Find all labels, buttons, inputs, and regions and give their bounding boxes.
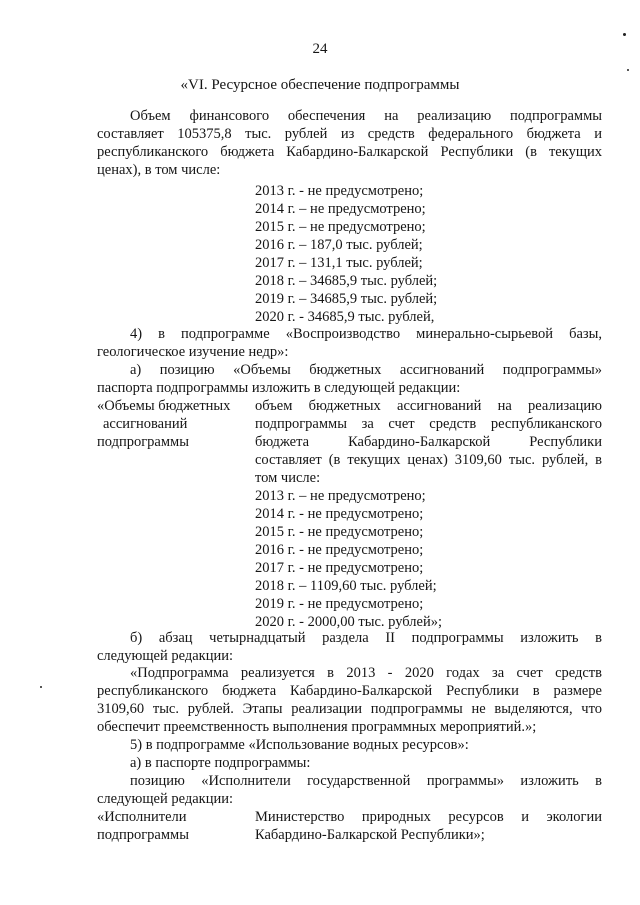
passport-value-line: объем бюджетных ассигнований на реализацию (255, 398, 602, 414)
year-item: 2017 г. – 131,1 тыс. рублей; (255, 255, 423, 271)
item-4-paragraph (97, 325, 602, 361)
year-item: 2015 г. - не предусмотрено; (255, 524, 424, 540)
quoted-paragraph (97, 664, 602, 736)
scan-speck (623, 33, 626, 36)
funding-paragraph (97, 107, 602, 179)
year-item: 2014 г. – не предусмотрено; (255, 201, 426, 217)
passport-value (255, 397, 602, 487)
scan-speck (40, 686, 42, 688)
passport-label: подпрограммы (97, 827, 189, 843)
paragraph-line: Объем финансового обеспечения на реализацию подпрограммы (130, 108, 602, 124)
passport-value-line: том числе: (255, 470, 321, 486)
year-item: 2015 г. – не предусмотрено; (255, 219, 426, 235)
passport-value-line: составляет (в текущих ценах) 3109,60 тыс. рублей, в (255, 452, 602, 468)
passport-label: «Исполнители (97, 809, 187, 825)
item-5-line: 5) в подпрограмме «Использование водных ресурсов»: (130, 737, 469, 753)
year-item: 2013 г. – не предусмотрено; (255, 488, 426, 504)
paragraph-line: составляет 105375,8 тыс. рублей из средств федерального бюджета и (97, 126, 602, 142)
year-item: 2013 г. - не предусмотрено; (255, 183, 424, 199)
funding-year-list (255, 182, 437, 326)
item-5-position-paragraph (97, 772, 602, 808)
passport-label: подпрограммы (97, 434, 189, 450)
passport-label: «Объемы бюджетных (97, 398, 231, 414)
paragraph-line: республиканского бюджета Кабардино-Балкарской Республики (в текущих (97, 144, 602, 160)
item-4b-paragraph (97, 629, 602, 665)
paragraph-line: ценах), в том числе: (97, 162, 221, 178)
year-item: 2019 г. - не предусмотрено; (255, 596, 424, 612)
paragraph-line: следующей редакции: (97, 791, 234, 807)
year-item: 2018 г. – 1109,60 тыс. рублей; (255, 578, 437, 594)
paragraph-line: позицию «Исполнители государственной программы» изложить в (130, 773, 602, 789)
paragraph-line: 4) в подпрограмме «Воспроизводство минерально-сырьевой базы, (130, 326, 602, 342)
paragraph-line: обеспечит преемственность выполнения программных мероприятий.»; (97, 719, 537, 735)
item-4a-paragraph (97, 361, 602, 397)
year-item: 2019 г. – 34685,9 тыс. рублей; (255, 291, 438, 307)
passport-value-line: Министерство природных ресурсов и экологии (255, 809, 602, 825)
year-item: 2018 г. – 34685,9 тыс. рублей; (255, 273, 438, 289)
scan-speck (627, 69, 629, 71)
year-item: 2016 г. – 187,0 тыс. рублей; (255, 237, 423, 253)
year-item: 2017 г. - не предусмотрено; (255, 560, 424, 576)
year-item: 2020 г. - 34685,9 тыс. рублей, (255, 309, 435, 325)
paragraph-line: следующей редакции: (97, 648, 234, 664)
passport-label: ассигнований (103, 416, 188, 432)
passport-value-line: бюджета Кабардино-Балкарской Республики (255, 434, 602, 450)
paragraph-line: а) позицию «Объемы бюджетных ассигнований подпрограммы» (130, 362, 602, 378)
passport-value-line: Кабардино-Балкарской Республики»; (255, 827, 485, 843)
section-heading: «VI. Ресурсное обеспечение подпрограммы (180, 77, 460, 93)
page-number: 24 (312, 41, 328, 57)
year-item: 2014 г. - не предусмотрено; (255, 506, 424, 522)
passport-year-list (255, 487, 442, 631)
year-item: 2016 г. - не предусмотрено; (255, 542, 424, 558)
paragraph-line: 3109,60 тыс. рублей. Этапы реализации подпрограммы не выделяются, что (97, 701, 602, 717)
paragraph-line: геологическое изучение недр»: (97, 344, 289, 360)
passport-value-line: подпрограммы за счет средств республиканского (255, 416, 602, 432)
paragraph-line: «Подпрограмма реализуется в 2013 - 2020 годах за счет средств (130, 665, 602, 681)
paragraph-line: б) абзац четырнадцатый раздела II подпрограммы изложить в (130, 630, 602, 646)
paragraph-line: республиканского бюджета Кабардино-Балкарской Республики в размере (97, 683, 602, 699)
paragraph-line: паспорта подпрограммы изложить в следующей редакции: (97, 380, 461, 396)
item-5a-line: а) в паспорте подпрограммы: (130, 755, 311, 771)
year-item: 2020 г. - 2000,00 тыс. рублей»; (255, 614, 442, 630)
